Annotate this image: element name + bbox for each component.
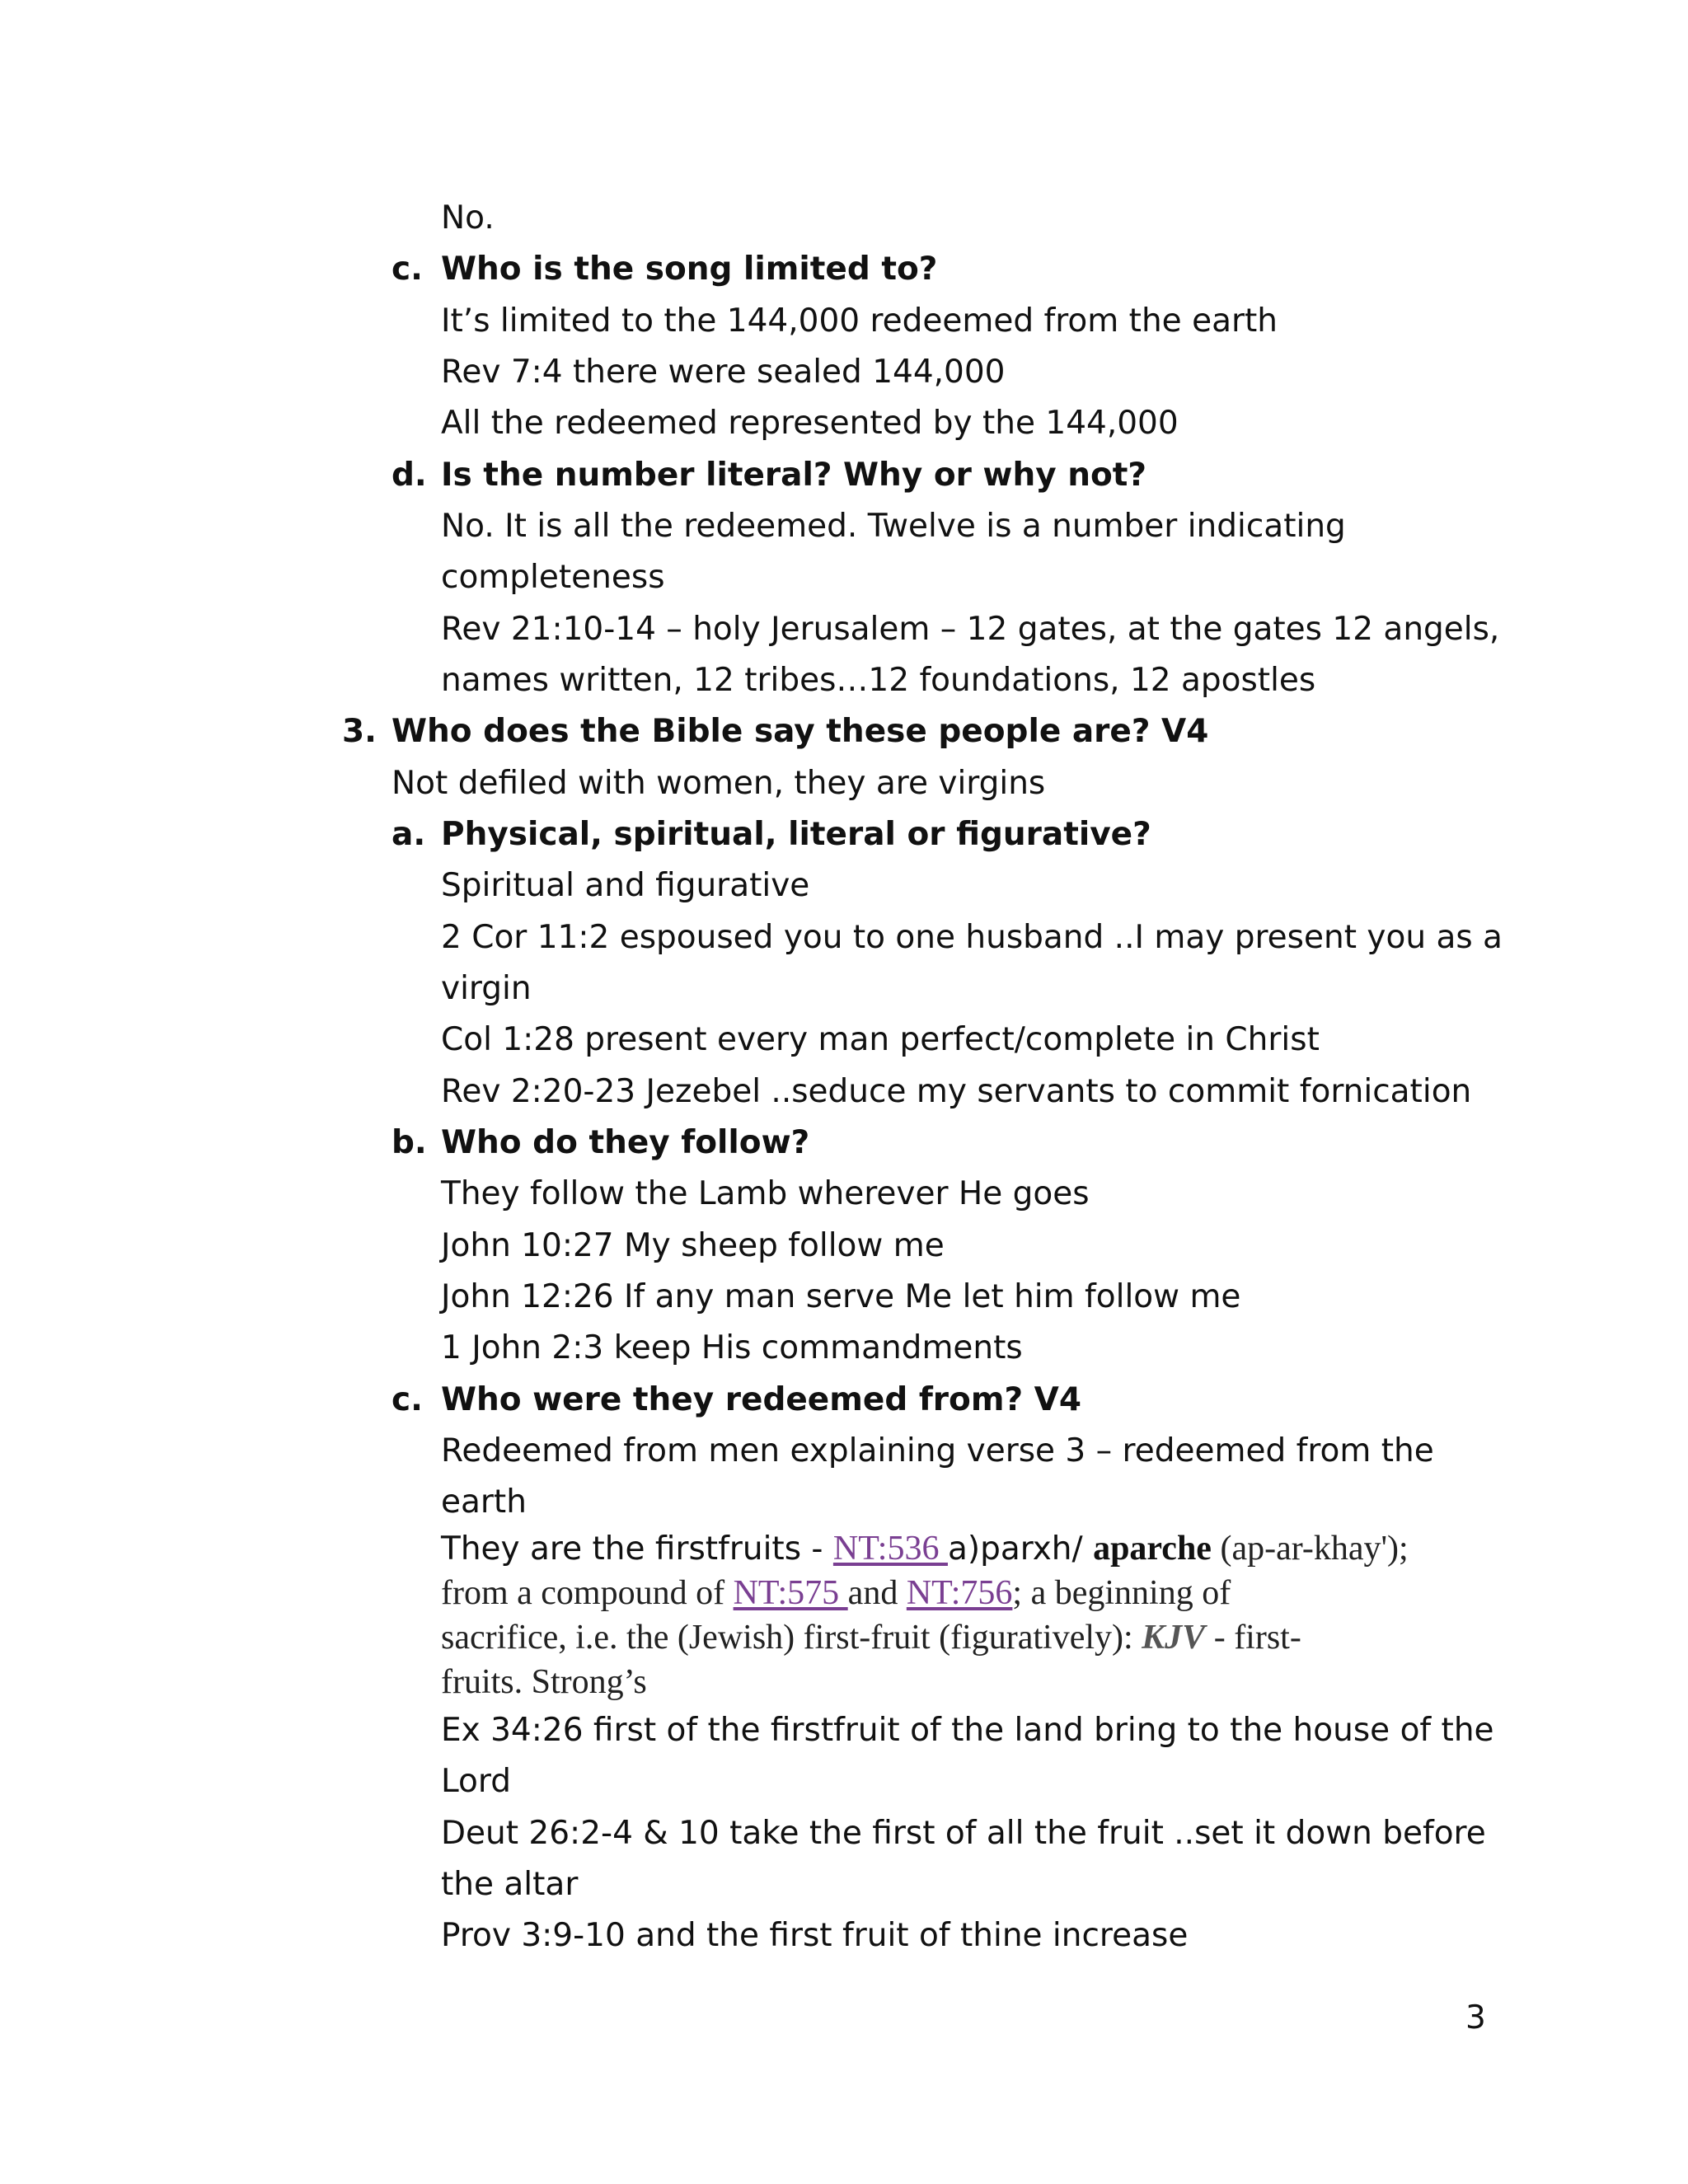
list-marker: 3. bbox=[342, 713, 377, 750]
answer-text: Col 1:28 present every man perfect/complete in Christ bbox=[441, 1021, 1320, 1058]
answer-text: John 12:26 If any man serve Me let him follow me bbox=[441, 1278, 1241, 1315]
strongs-prefix: They are the firstfruits - bbox=[441, 1530, 833, 1568]
answer-text: It’s limited to the 144,000 redeemed from the earth bbox=[441, 302, 1278, 340]
answer-text: Prov 3:9-10 and the first fruit of thine increase bbox=[441, 1917, 1189, 1954]
question-heading: Physical, spiritual, literal or figurative? bbox=[441, 816, 1151, 853]
answer-text: 2 Cor 11:2 espoused you to one husband ..I may present you as a bbox=[441, 919, 1503, 956]
strongs-link-nt575[interactable]: NT:575 bbox=[733, 1574, 848, 1612]
strongs-text: sacrifice, i.e. the (Jewish) first-fruit (figuratively): bbox=[441, 1619, 1142, 1657]
answer-text: earth bbox=[441, 1483, 527, 1521]
answer-text: Rev 2:20-23 Jezebel ..seduce my servants to commit fornication bbox=[441, 1073, 1472, 1110]
list-marker: a. bbox=[392, 816, 426, 853]
list-marker: b. bbox=[392, 1124, 427, 1161]
answer-text: the altar bbox=[441, 1866, 579, 1903]
strongs-text: ; a beginning of bbox=[1012, 1574, 1231, 1612]
answer-text: They follow the Lamb wherever He goes bbox=[441, 1175, 1090, 1212]
strongs-link-nt536[interactable]: NT:536 bbox=[832, 1530, 948, 1568]
greek-word: a)parxh/ bbox=[947, 1530, 1094, 1568]
strongs-text: and bbox=[847, 1574, 907, 1612]
answer-text: completeness bbox=[441, 559, 665, 596]
list-marker: c. bbox=[392, 1381, 423, 1418]
answer-text: No. bbox=[441, 199, 495, 237]
strongs-line bbox=[441, 1571, 1231, 1615]
answer-text: All the redeemed represented by the 144,000 bbox=[441, 405, 1179, 442]
question-heading: Who were they redeemed from? V4 bbox=[441, 1381, 1081, 1418]
answer-text: Lord bbox=[441, 1763, 512, 1800]
answer-text: 1 John 2:3 keep His commandments bbox=[441, 1329, 1023, 1366]
answer-text: Not defiled with women, they are virgins bbox=[392, 765, 1046, 802]
strongs-link-nt756[interactable]: NT:756 bbox=[906, 1574, 1013, 1612]
answer-text: Spiritual and figurative bbox=[441, 867, 810, 904]
answer-text: Deut 26:2-4 & 10 take the first of all the fruit ..set it down before bbox=[441, 1815, 1486, 1852]
strongs-line bbox=[441, 1615, 1301, 1660]
list-marker: d. bbox=[392, 457, 427, 494]
answer-text: Redeemed from men explaining verse 3 – redeemed from the bbox=[441, 1432, 1434, 1469]
pronunciation: (ap-ar-khay'); bbox=[1211, 1530, 1409, 1568]
answer-text: Rev 21:10-14 – holy Jerusalem – 12 gates, at the gates 12 angels, bbox=[441, 611, 1500, 648]
transliteration: aparche bbox=[1093, 1530, 1212, 1568]
question-heading: Who do they follow? bbox=[441, 1124, 810, 1161]
page-number: 3 bbox=[1465, 1999, 1486, 2036]
strongs-line bbox=[441, 1526, 1409, 1572]
kjv-label: KJV bbox=[1142, 1619, 1206, 1657]
question-heading: Is the number literal? Why or why not? bbox=[441, 457, 1147, 494]
answer-text: Ex 34:26 first of the firstfruit of the land bring to the house of the bbox=[441, 1712, 1494, 1749]
strongs-text: from a compound of bbox=[441, 1574, 734, 1612]
answer-text: Rev 7:4 there were sealed 144,000 bbox=[441, 354, 1006, 391]
answer-text: No. It is all the redeemed. Twelve is a number indicating bbox=[441, 508, 1346, 545]
question-heading: Who is the song limited to? bbox=[441, 251, 938, 288]
answer-text: virgin bbox=[441, 970, 532, 1007]
answer-text: names written, 12 tribes…12 foundations, 12 apostles bbox=[441, 662, 1316, 699]
answer-text: John 10:27 My sheep follow me bbox=[441, 1227, 945, 1264]
question-heading: Who does the Bible say these people are? V4 bbox=[392, 713, 1209, 750]
strongs-text: - first- bbox=[1205, 1619, 1301, 1657]
list-marker: c. bbox=[392, 251, 423, 288]
strongs-line: fruits. Strong’s bbox=[441, 1663, 647, 1701]
